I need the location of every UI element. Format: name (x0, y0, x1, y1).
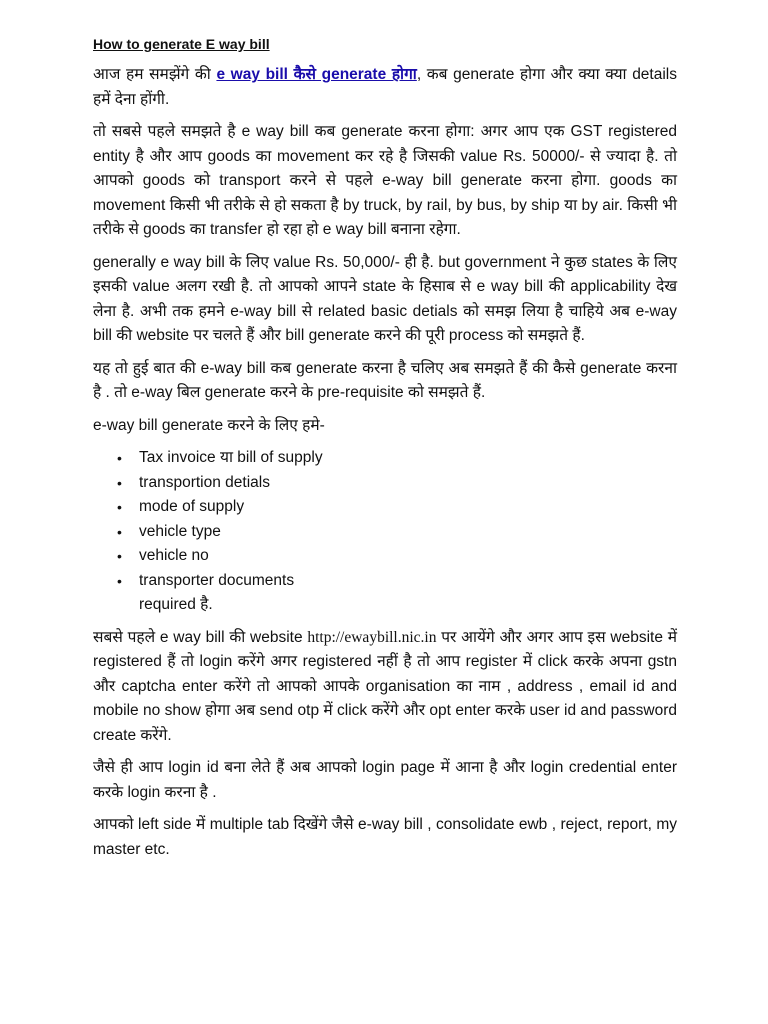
how-to-generate-paragraph: यह तो हुई बात की e-way bill कब generate करना है चलिए अब समझते हैं की कैसे generate करना है . तो e-way बिल generate करने के pre-requisite को समझते हैं. (93, 359, 677, 401)
list-item: • mode of supply (117, 495, 677, 520)
tabs-paragraph: आपको left side में multiple tab दिखेंगे जैसे e-way bill , consolidate ewb , reject, report, my master etc. (93, 816, 677, 858)
list-item: • Tax invoice या bill of supply (117, 446, 677, 471)
login-paragraph: जैसे ही आप login id बना लेते हैं अब आपको login page में आना है और login credential enter करके login करना है . (93, 759, 677, 801)
bullet-icon: • (117, 572, 122, 589)
list-item: • transporter documents required है. (117, 569, 339, 618)
intro-text-before: आज हम समझेंगे की (93, 66, 217, 83)
list-item: • vehicle type (117, 520, 677, 545)
bullet-icon: • (117, 548, 122, 564)
intro-text-after: , कब generate होगा और क्या क्या details हमें देना होंगी. (93, 66, 677, 108)
threshold-paragraph: generally e way bill के लिए value Rs. 50,000/- ही है. but government ने कुछ states के लिए इसकी value अलग रखी है. तो आपको आपने state के हिसाब से e way bill की applicability देख लेना है. अभी तक हमने e-way bill से related basic detials को समझ लिया है चाहिये अब e-way bill की website पर चलते हैं और bill generate करने की पूरी process को समझते हैं. (93, 253, 677, 344)
bullet-icon: • (117, 499, 122, 515)
requirements-intro: e-way bill generate करने के लिए हमे- (93, 416, 325, 434)
when-to-generate-paragraph: तो सबसे पहले समझते है e way bill कब generate करना होगा: अगर आप एक GST registered entity है और आप goods का movement कर रहे है जिसकी value Rs. 50000/- से ज्यादा है. तो आपको goods को transport करने से पहले e-way bill generate करना होगा. goods का movement किसी भी तरीके से हो सकता है by truck, by rail, by bus, by ship या by air. किसी भी तरीके से goods का transfer हो रहा हो e way bill बनाना रहेगा. (93, 123, 677, 238)
document-title: How to generate E way bill (93, 36, 270, 52)
ewaybill-url: http://ewaybill.nic.in (307, 628, 437, 646)
bullet-icon: • (117, 474, 122, 491)
website-paragraph: सबसे पहले e way bill की website http://ewaybill.nic.in पर आयेंगे और अगर आप इस website में registered हैं तो login करेंगे अगर registered नहीं है तो आप register में click करके अपना gstn और captcha enter करेंगे तो आपको आपके organisation का नाम , address , email id and mobile no show होगा अब send otp में click करेंगे और opt enter करके user id and password create करेंगे. (93, 628, 677, 744)
list-item: • transportion detials (117, 471, 677, 496)
eway-bill-link[interactable]: e way bill कैसे generate होगा (216, 66, 417, 83)
intro-paragraph (93, 63, 677, 112)
document-page (93, 34, 677, 870)
bullet-icon: • (117, 450, 122, 466)
bullet-icon: • (117, 523, 122, 540)
list-item: • vehicle no (117, 544, 677, 569)
requirements-list (93, 446, 677, 618)
